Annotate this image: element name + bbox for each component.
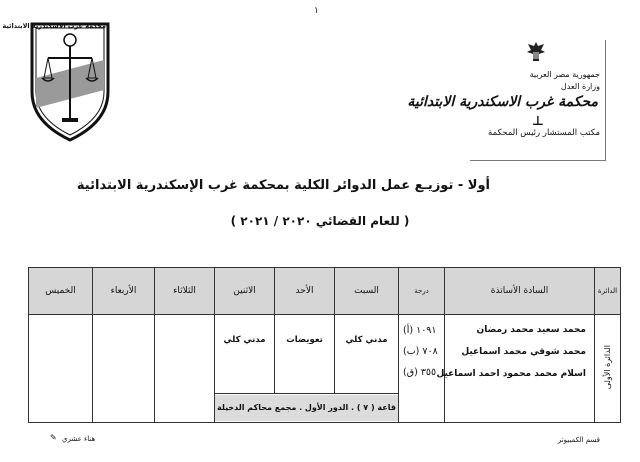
schedule-table [28,267,621,423]
judge-name: محمد سعيد محمد رمضان [476,325,586,335]
room-cell [215,394,399,423]
court-header [407,30,620,170]
header-thursday: الخميس [29,268,93,315]
saturday-entry: مدني كلي [345,335,388,345]
sunday-entry: تعويضات [286,335,323,345]
page-number: ١ [314,6,319,16]
header-circle: الدائرة [595,268,621,315]
saturday-cell [335,315,399,394]
court-emblem-logo [2,18,114,144]
document-title: أولا - توزيـع عمل الدوائر الكلية بمحكمة غرب الإسكندرية الابتدائية [76,178,490,193]
monday-entry: مدني كلي [223,335,266,345]
judge-name: محمد شوقي محمد اسماعيل [461,347,586,357]
header-tuesday: الثلاثاء [155,268,215,315]
emblem-caption: محكمة غرب الاسكندرية الابتدائية [2,22,106,30]
circle-label: الدائرة الأولى [603,344,612,390]
wednesday-entry [93,315,154,335]
eagle-emblem-icon [525,40,547,64]
table-row [29,315,621,394]
country-name: جمهورية مصر العربية [529,70,600,79]
court-name: محكمة غرب الاسكندرية الابتدائية [407,94,598,110]
pen-mark-icon: ✎ [50,433,57,442]
header-wednesday: الأربعاء [93,268,155,315]
judge-name: اسلام محمد محمود احمد اسماعيل [436,369,586,379]
courtroom-location: قاعة ( ٧ ) . الدور الأول . مجمع محاكم الدخيلة [215,395,398,421]
header-judges: السادة الأساتذة [445,268,595,315]
header-border [605,40,606,160]
degree-value: (ب) ٧٠٨ [403,346,438,357]
header-monday: الاثنين [215,268,275,315]
header-saturday: السبت [335,268,399,315]
circle-cell [595,315,621,423]
table-header-row [29,268,621,315]
tuesday-entry [155,315,214,335]
degree-value: (أ) ١٠٩١ [403,325,437,336]
wednesday-cell [93,315,155,423]
thursday-entry [29,315,92,335]
header-border [470,160,606,161]
monday-cell [215,315,275,394]
header-degree: درجة [399,268,445,315]
office-name: مكتب المستشار رئيس المحكمة [488,128,600,138]
stamp-mark-icon: ⊥ [532,114,544,129]
judicial-year: ( للعام القضائي ٢٠٢٠ / ٢٠٢١ ) [230,214,410,228]
degree-value: (ق) ٣٥٥ [403,367,437,378]
thursday-cell [29,315,93,423]
footer-author: هناء عشري [62,435,96,443]
tuesday-cell [155,315,215,423]
judges-cell [436,315,595,423]
header-sunday: الأحد [275,268,335,315]
sunday-cell [275,315,335,394]
footer-department: قسم الكمبيوتر [557,436,600,444]
ministry-name: وزارة العدل [560,82,600,91]
